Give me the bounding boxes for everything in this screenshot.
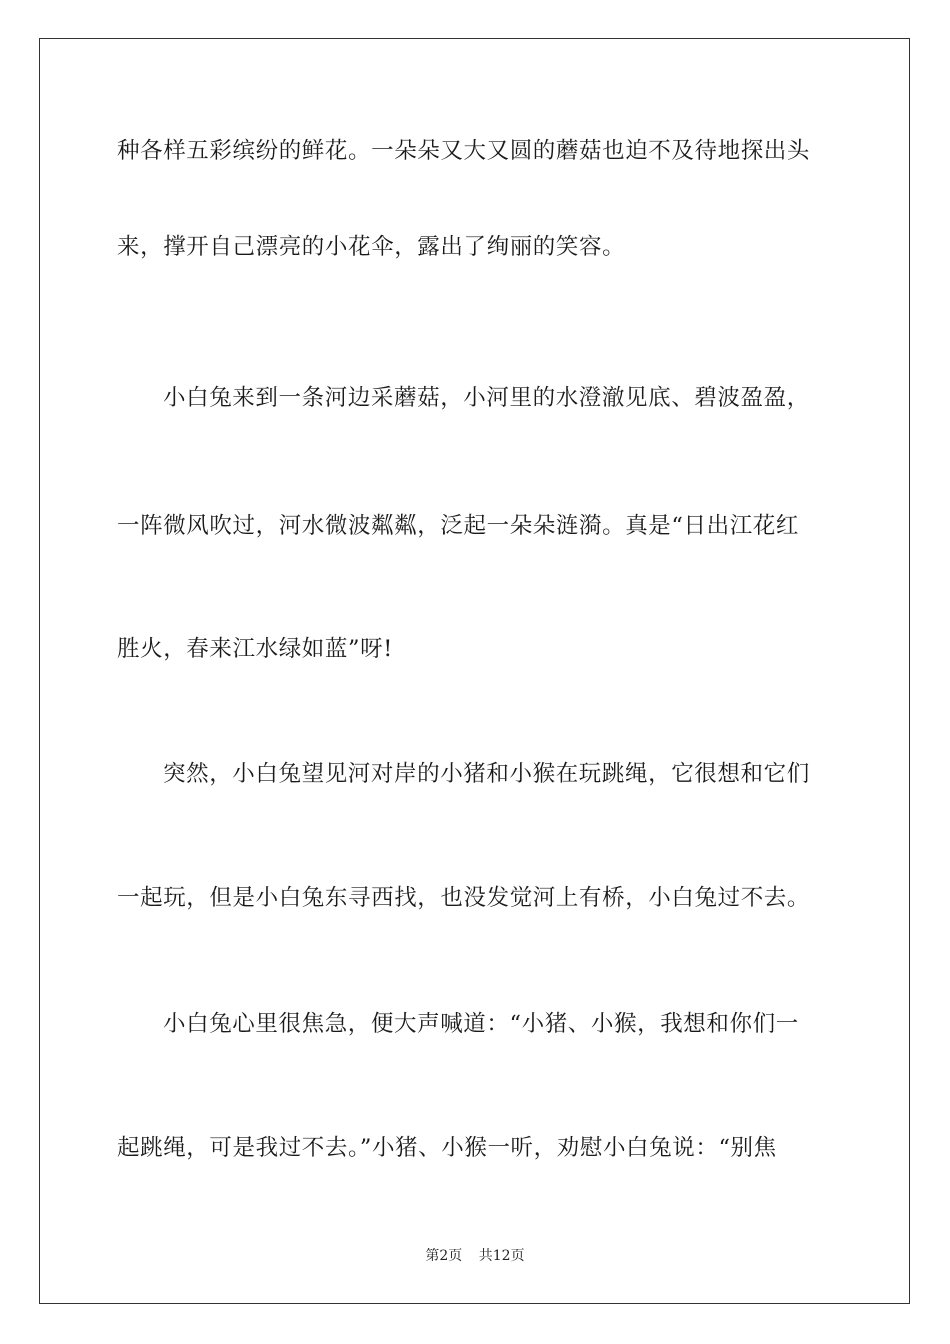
page-number-current: 第2页 (425, 1248, 463, 1264)
text-line-8: 小白兔心里很焦急，便大声喊道：“小猪、小猴，我想和你们一 (163, 1011, 799, 1037)
text-line-7: 一起玩，但是小白兔东寻西找，也没发觉河上有桥，小白兔过不去。 (117, 885, 811, 911)
text-line-2: 来，撑开自己漂亮的小花伞，露出了绚丽的笑容。 (117, 234, 626, 260)
text-line-6: 突然，小白兔望见河对岸的小猪和小猴在玩跳绳，它很想和它们 (163, 761, 810, 787)
page-footer (0, 1246, 950, 1266)
text-line-9: 起跳绳，可是我过不去。”小猪、小猴一听，劝慰小白兔说：“别焦 (117, 1135, 777, 1161)
page-number-total: 共12页 (478, 1248, 525, 1264)
page-border (39, 38, 910, 1304)
text-line-1: 种各样五彩缤纷的鲜花。一朵朵又大又圆的蘑菇也迫不及待地探出头 (117, 138, 811, 164)
text-line-4: 一阵微风吹过，河水微波粼粼，泛起一朵朵涟漪。真是“日出江花红 (117, 513, 800, 539)
text-line-5: 胜火，春来江水绿如蓝”呀! (117, 636, 393, 662)
text-line-3: 小白兔来到一条河边采蘑菇，小河里的水澄澈见底、碧波盈盈， (163, 385, 810, 411)
